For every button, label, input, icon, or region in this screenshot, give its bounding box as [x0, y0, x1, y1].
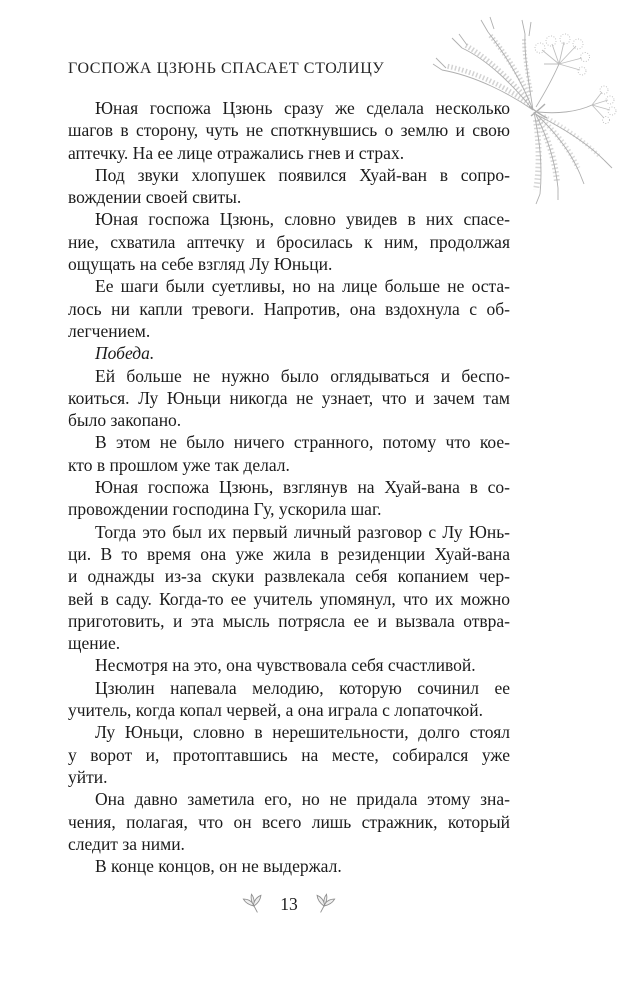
text-line: провождении господина Гу, ускорила шаг. [68, 499, 382, 520]
text-line: приготовить, и эта мысль потрясла ее и вызвала отвра- [68, 610, 510, 631]
paragraph [68, 208, 510, 275]
text-line: Тогда это был их первый личный разговор с Лу Юнь- [95, 521, 510, 542]
text-line: щение. [68, 633, 121, 654]
text-line: ци. В то время она уже жила в резиденции Хуай-вана [68, 543, 510, 564]
running-title: ГОСПОЖА ЦЗЮНЬ СПАСАЕТ СТОЛИЦУ [68, 60, 385, 77]
paragraph [68, 342, 510, 364]
text-line: Под звуки хлопушек появился Хуай-ван в сопро- [95, 164, 510, 185]
paragraph [68, 275, 510, 342]
text-line: у ворот и, протоптавшись на месте, собирался уже [68, 744, 510, 765]
text-line: Цзюлин напевала мелодию, которую сочинил ее [95, 677, 510, 698]
text-line: В конце концов, он не выдержал. [95, 856, 342, 877]
text-line: кто в прошлом уже так делал. [68, 454, 290, 475]
text-line: аптечку. На ее лице отражались гнев и страх. [68, 142, 405, 163]
text-line: коиться. Лу Юньци никогда не узнает, что и зачем там [68, 387, 510, 408]
paragraph [68, 677, 510, 722]
text-line: вождении своей свиты. [68, 187, 242, 208]
text-line: ощущать на себе взгляд Лу Юньци. [68, 254, 333, 275]
page-number: 13 [280, 893, 298, 914]
paragraph [68, 521, 510, 655]
paragraph [68, 476, 510, 521]
page-text [68, 97, 510, 877]
text-line: Юная госпожа Цзюнь, взглянув на Хуай-вана в со- [95, 477, 510, 498]
page-footer [68, 888, 510, 920]
text-line: чения, полагая, что он всего лишь стражник, который [68, 811, 510, 832]
text-line: Ее шаги были суетливы, но на лице больше не оста- [95, 276, 510, 297]
paragraph [68, 164, 510, 209]
text-line: Несмотря на это, она чувствовала себя счастливой. [95, 655, 476, 676]
leaf-sprig-icon-left [242, 892, 266, 916]
text-line: Ей больше не нужно было оглядываться и беспо- [95, 365, 510, 386]
text-line: и однажды из-за скуки развлекала себя копанием чер- [68, 566, 510, 587]
paragraph [68, 431, 510, 476]
text-line: было закопано. [68, 410, 182, 431]
text-line: лось ни капли тревоги. Напротив, она вздохнула с об- [68, 298, 510, 319]
text-line: Победа. [95, 343, 155, 364]
paragraph [68, 721, 510, 788]
text-line: Лу Юньци, словно в нерешительности, долго стоял [95, 722, 510, 743]
leaf-sprig-icon-right [312, 892, 336, 916]
text-line: шагов в сторону, чуть не споткнувшись о землю и свою [68, 120, 510, 141]
text-line: легчением. [68, 320, 151, 341]
text-line: ние, схватила аптечку и бросилась к ним, продолжая [68, 231, 510, 252]
text-line: Юная госпожа Цзюнь, словно увидев в них спасе- [95, 209, 510, 230]
paragraph [68, 654, 510, 676]
text-line: В этом не было ничего странного, потому что кое- [95, 432, 510, 453]
text-line: Юная госпожа Цзюнь сразу же сделала несколько [95, 98, 510, 118]
paragraph [68, 855, 510, 877]
text-line: следит за ними. [68, 833, 185, 854]
paragraph [68, 97, 510, 164]
paragraph [68, 365, 510, 432]
text-line: учитель, когда копал червей, а она играла с лопаточкой. [68, 700, 484, 721]
text-line: вей в саду. Когда-то ее учитель упомянул, что их можно [68, 588, 510, 609]
text-line: Она давно заметила его, но не придала этому зна- [95, 789, 510, 810]
text-line: уйти. [68, 766, 108, 787]
paragraph [68, 788, 510, 855]
